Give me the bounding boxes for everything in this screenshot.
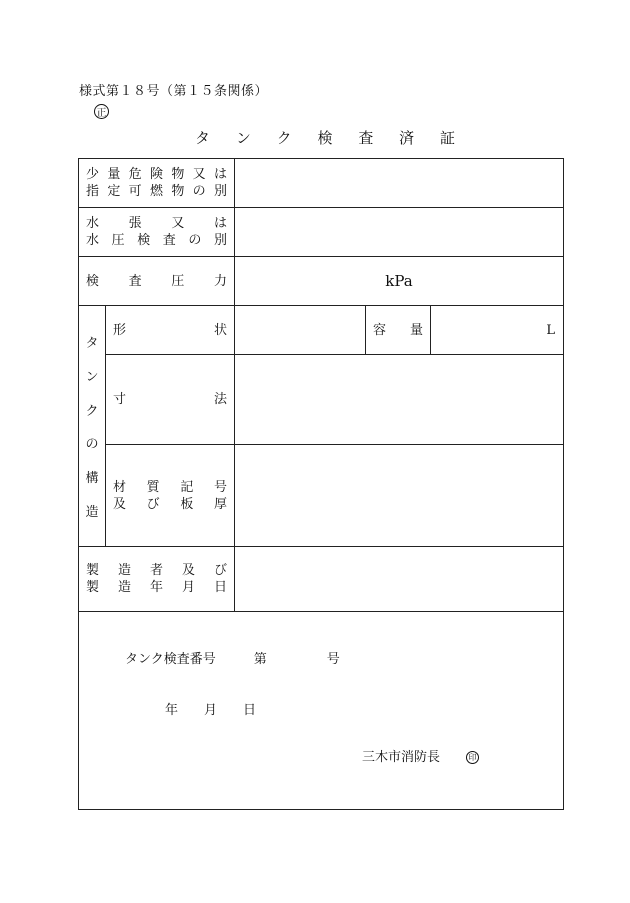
issuer-name: 三木市消防長 bbox=[362, 750, 441, 765]
year-label: 年 bbox=[165, 703, 179, 718]
certificate-row bbox=[79, 612, 564, 810]
month-label: 月 bbox=[204, 703, 218, 718]
title-char: ン bbox=[235, 129, 251, 147]
day-label: 日 bbox=[243, 703, 257, 718]
inspection-number-suffix: 号 bbox=[326, 652, 340, 667]
form-number: 様式第１８号（第１５条関係） bbox=[79, 84, 269, 99]
title-char: 検 bbox=[317, 129, 333, 147]
manufacturer-value-field[interactable] bbox=[235, 547, 564, 612]
certificate-cell bbox=[79, 612, 564, 810]
shape-value-field[interactable] bbox=[235, 306, 366, 355]
capacity-value-field[interactable] bbox=[431, 306, 564, 355]
issuer-line bbox=[362, 746, 479, 765]
title-char: 済 bbox=[399, 129, 415, 147]
dimension-row bbox=[79, 355, 564, 445]
material-row bbox=[79, 445, 564, 547]
tank-structure-label: タ ン ク の 構 造 bbox=[79, 306, 106, 547]
issuer-seal-mark: 印 bbox=[466, 751, 479, 764]
pressure-label: 検 査 圧 力 bbox=[79, 257, 235, 306]
material-label: 材 質 記 号 及 び 板 厚 bbox=[106, 445, 235, 547]
inspection-number-prefix: 第 bbox=[253, 652, 267, 667]
official-seal-mark: 正 bbox=[94, 104, 109, 119]
capacity-unit: L bbox=[546, 322, 556, 338]
inspection-number-label: タンク検査番号 bbox=[125, 652, 216, 667]
document-title bbox=[195, 127, 455, 148]
test-type-row bbox=[79, 208, 564, 257]
manufacturer-row bbox=[79, 547, 564, 612]
shape-row bbox=[79, 306, 564, 355]
pressure-unit: kPa bbox=[385, 272, 413, 290]
capacity-label: 容 量 bbox=[366, 306, 431, 355]
title-char: 証 bbox=[439, 129, 455, 147]
pressure-value-field[interactable] bbox=[235, 257, 564, 306]
hazard-value-field[interactable] bbox=[235, 159, 564, 208]
title-char: ク bbox=[276, 129, 292, 147]
title-char: タ bbox=[195, 129, 211, 147]
manufacturer-label: 製 造 者 及 び 製 造 年 月 日 bbox=[79, 547, 235, 612]
title-char: 査 bbox=[358, 129, 374, 147]
test-type-value-field[interactable] bbox=[235, 208, 564, 257]
dimension-label: 寸 法 bbox=[106, 355, 235, 445]
test-type-label: 水 張 又 は 水 圧 検 査 の 別 bbox=[79, 208, 235, 257]
hazard-label: 少 量 危 険 物 又 は 指 定 可 燃 物 の 別 bbox=[79, 159, 235, 208]
date-line bbox=[165, 699, 256, 718]
dimension-value-field[interactable] bbox=[235, 355, 564, 445]
material-value-field[interactable] bbox=[235, 445, 564, 547]
shape-label: 形 状 bbox=[106, 306, 235, 355]
hazard-row bbox=[79, 159, 564, 208]
inspection-number-line bbox=[125, 648, 340, 667]
inspection-form-table bbox=[78, 158, 564, 810]
pressure-row bbox=[79, 257, 564, 306]
